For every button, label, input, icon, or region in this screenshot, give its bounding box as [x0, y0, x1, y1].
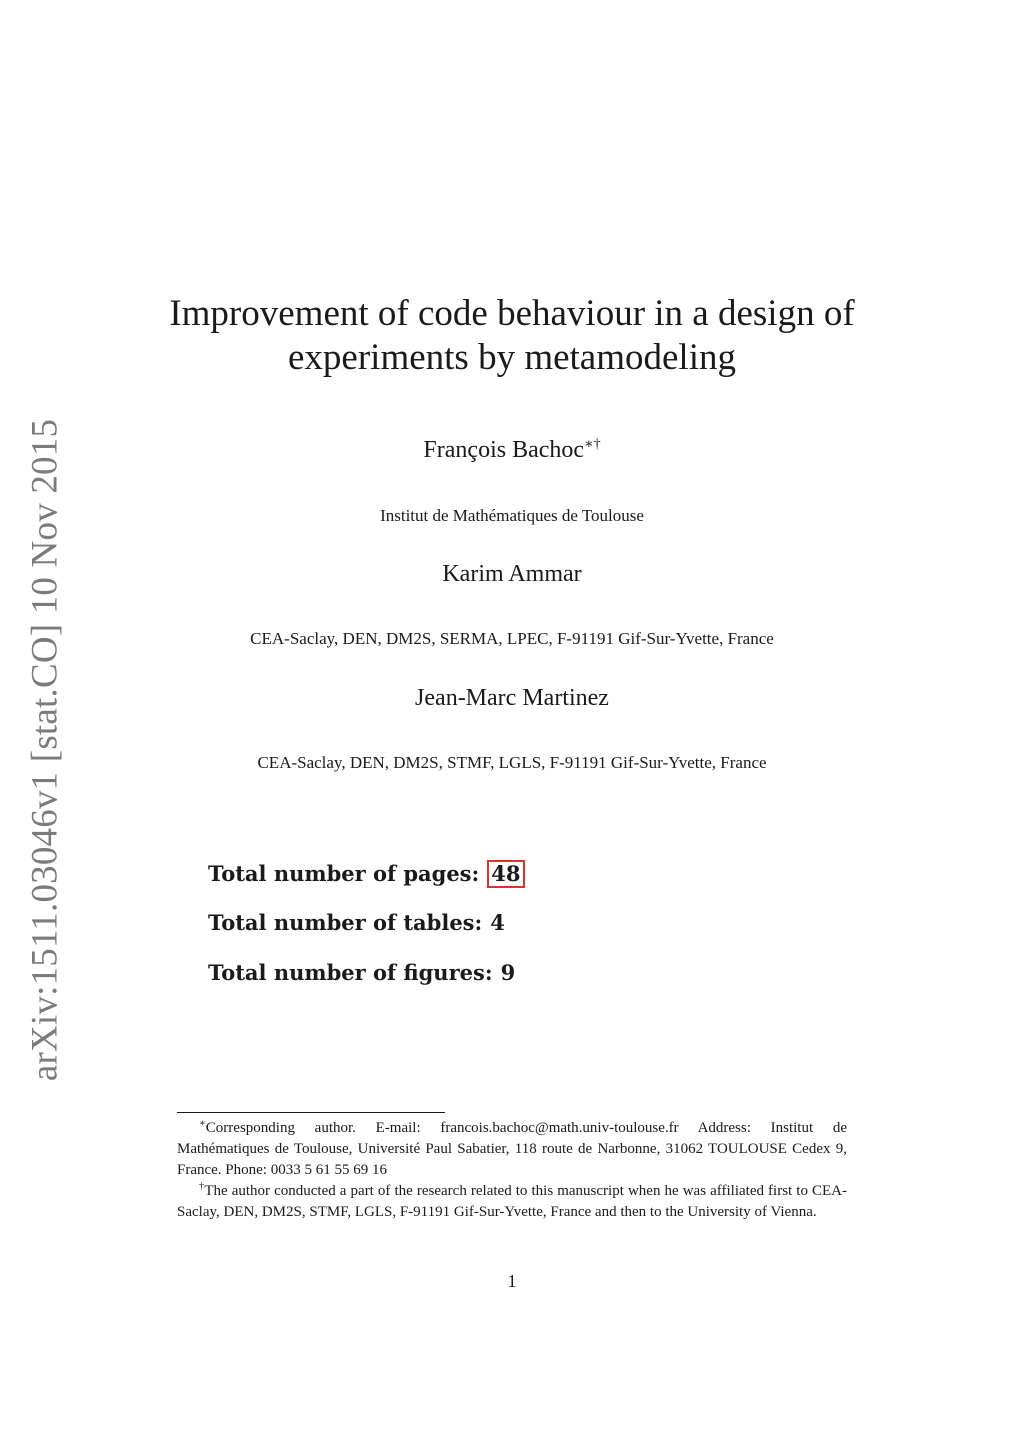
stat-pages: [208, 860, 525, 888]
footnote-mark: ∗: [199, 1118, 206, 1129]
stat-value: 9: [500, 960, 516, 985]
author-1: [0, 437, 1024, 464]
stat-tables: [208, 910, 505, 935]
affiliation-1: Institut de Mathématiques de Toulouse: [380, 506, 644, 525]
footnote-1: [177, 1118, 847, 1181]
author-name: François Bachoc: [423, 437, 585, 463]
footnote-mark: †: [199, 1181, 205, 1192]
author-3: [0, 685, 1024, 712]
affiliation-3: CEA-Saclay, DEN, DM2S, STMF, LGLS, F-91191 Gif-Sur-Yvette, France: [257, 753, 767, 772]
page-number: 1: [507, 1271, 517, 1291]
footnote-text: Corresponding author. E-mail: francois.bachoc@math.univ-toulouse.fr Address: Institut de Mathématiques de Toulouse, Université Paul Sabatier, 118 route de Narbonne, 31062 TOULOUSE Cedex 9, France. Phone: 0033 5 61 55 69 16: [177, 1120, 847, 1178]
author-footnote-marks: ∗†: [584, 437, 601, 452]
stat-label: Total number of figures:: [208, 960, 493, 985]
footnote-2: [177, 1181, 847, 1223]
footnote-divider: [177, 1112, 445, 1113]
arxiv-stamp: arXiv:1511.03046v1 [stat.CO] 10 Nov 2015: [24, 418, 66, 1082]
author-name: Jean-Marc Martinez: [415, 685, 609, 711]
author-name: Karim Ammar: [442, 561, 582, 587]
footnote-text: The author conducted a part of the research related to this manuscript when he was affiliated first to CEA-Saclay, DEN, DM2S, STMF, LGLS, F-91191 Gif-Sur-Yvette, France and then to the University of Vienna.: [177, 1183, 848, 1220]
stat-label: Total number of pages:: [208, 861, 480, 886]
footnotes: [177, 1118, 847, 1223]
title-line-1: Improvement of code behaviour in a design of: [169, 293, 855, 334]
title-line-2: experiments by metamodeling: [288, 337, 736, 378]
pages-count-link[interactable]: 48: [487, 860, 524, 888]
author-2: [0, 561, 1024, 588]
stat-label: Total number of tables:: [208, 910, 483, 935]
stat-figures: [208, 960, 515, 985]
stat-value: 4: [490, 910, 505, 935]
paper-title: [0, 292, 1024, 380]
affiliation-2: CEA-Saclay, DEN, DM2S, SERMA, LPEC, F-91191 Gif-Sur-Yvette, France: [250, 629, 774, 648]
